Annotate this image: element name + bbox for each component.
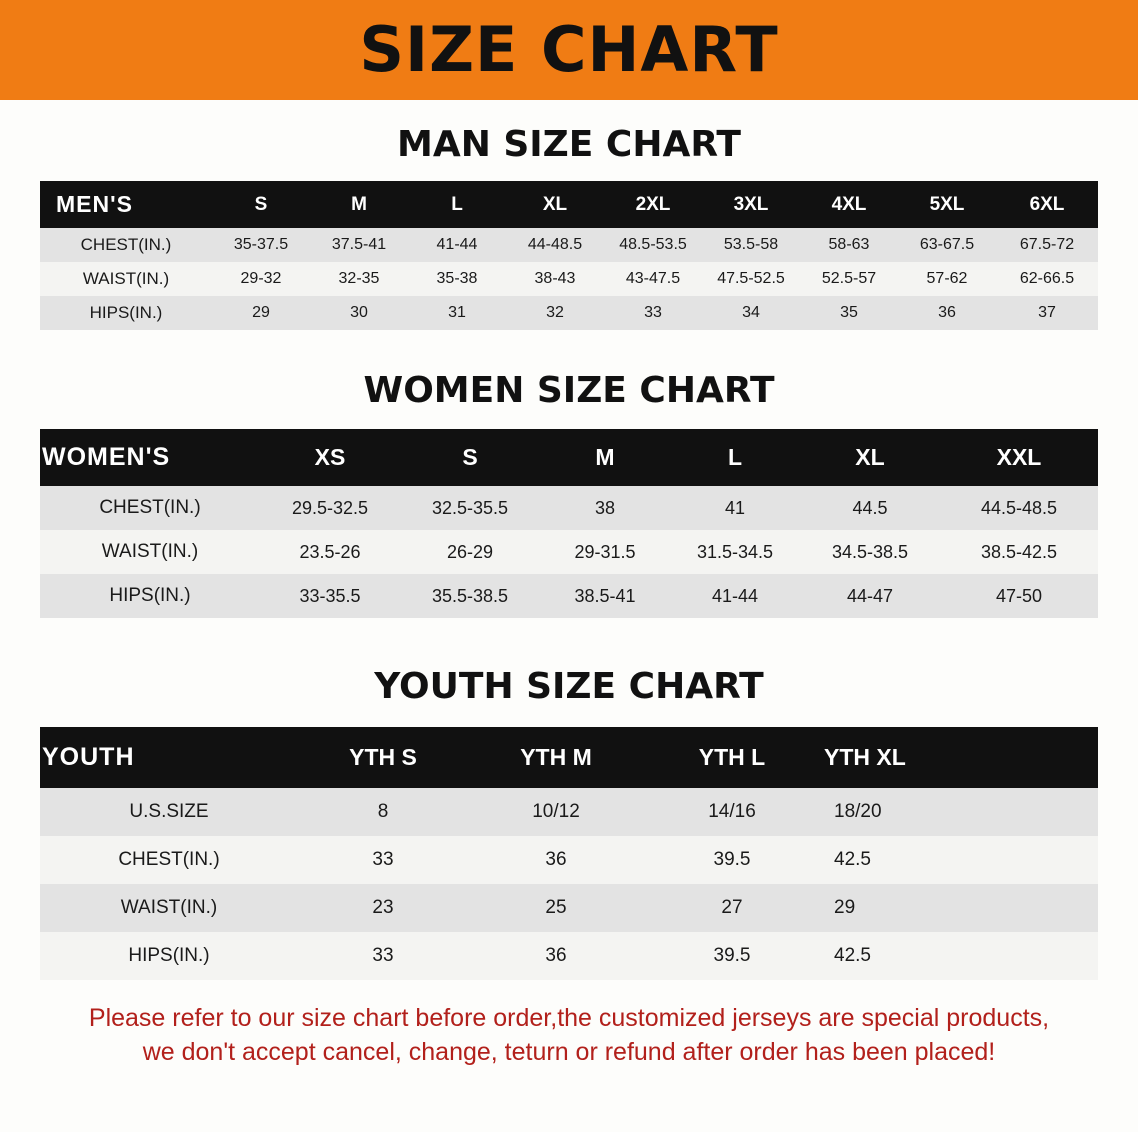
column-header: XXL [940, 429, 1098, 486]
table-cell: 33-35.5 [260, 574, 400, 618]
table-cell: 33 [298, 836, 468, 884]
youth-size-table [40, 727, 1098, 980]
row-label: WAIST(IN.) [40, 262, 212, 296]
column-header: YTH L [644, 727, 820, 788]
women-size-table [40, 429, 1098, 618]
column-header: 2XL [604, 181, 702, 228]
table-cell: 53.5-58 [702, 228, 800, 262]
row-label: CHEST(IN.) [40, 486, 260, 530]
table-cell: 36 [898, 296, 996, 330]
table-cell: 36 [468, 932, 644, 980]
table-row [40, 932, 1098, 980]
table-cell: 27 [644, 884, 820, 932]
table-cell: 29-31.5 [540, 530, 670, 574]
table-cell: 34.5-38.5 [800, 530, 940, 574]
table-cell: 32.5-35.5 [400, 486, 540, 530]
row-label: CHEST(IN.) [40, 836, 298, 884]
table-cell: 47.5-52.5 [702, 262, 800, 296]
column-header: MEN'S [40, 181, 212, 228]
table-cell: 31 [408, 296, 506, 330]
table-cell: 62-66.5 [996, 262, 1098, 296]
column-header: XL [506, 181, 604, 228]
table-cell: 25 [468, 884, 644, 932]
disclaimer-line-1: Please refer to our size chart before order,the customized jerseys are special products, [88, 1004, 1050, 1032]
row-label: HIPS(IN.) [40, 574, 260, 618]
table-cell: 29 [820, 884, 1098, 932]
youth-table-wrapper [40, 727, 1098, 980]
row-label: HIPS(IN.) [40, 932, 298, 980]
table-cell: 38.5-41 [540, 574, 670, 618]
table-row [40, 228, 1098, 262]
table-cell: 57-62 [898, 262, 996, 296]
page-banner [0, 0, 1138, 100]
column-header: M [310, 181, 408, 228]
table-cell: 14/16 [644, 788, 820, 836]
table-cell: 39.5 [644, 932, 820, 980]
table-cell: 47-50 [940, 574, 1098, 618]
column-header: YTH XL [820, 727, 1098, 788]
table-cell: 44.5 [800, 486, 940, 530]
table-cell: 44.5-48.5 [940, 486, 1098, 530]
women-table-wrapper [40, 429, 1098, 618]
row-label: U.S.SIZE [40, 788, 298, 836]
table-cell: 35-38 [408, 262, 506, 296]
man-section-title: MAN SIZE CHART [397, 124, 741, 165]
table-row [40, 574, 1098, 618]
table-cell: 32 [506, 296, 604, 330]
table-cell: 29-32 [212, 262, 310, 296]
table-cell: 37 [996, 296, 1098, 330]
table-cell: 48.5-53.5 [604, 228, 702, 262]
table-cell: 35.5-38.5 [400, 574, 540, 618]
column-header: M [540, 429, 670, 486]
youth-section-title: YOUTH SIZE CHART [374, 666, 764, 707]
table-cell: 41-44 [408, 228, 506, 262]
table-cell: 29 [212, 296, 310, 330]
table-row [40, 788, 1098, 836]
table-cell: 31.5-34.5 [670, 530, 800, 574]
table-cell: 35-37.5 [212, 228, 310, 262]
row-label: WAIST(IN.) [40, 884, 298, 932]
column-header: S [212, 181, 310, 228]
column-header: XL [800, 429, 940, 486]
table-cell: 36 [468, 836, 644, 884]
table-row [40, 530, 1098, 574]
table-cell: 35 [800, 296, 898, 330]
table-cell: 30 [310, 296, 408, 330]
table-cell: 44-47 [800, 574, 940, 618]
table-header-row [40, 727, 1098, 788]
column-header: XS [260, 429, 400, 486]
table-cell: 42.5 [820, 932, 1098, 980]
column-header: 4XL [800, 181, 898, 228]
table-row [40, 296, 1098, 330]
disclaimer-line-2: we don't accept cancel, change, teturn or refund after order has been placed! [142, 1037, 996, 1066]
table-cell: 26-29 [400, 530, 540, 574]
table-cell: 33 [604, 296, 702, 330]
row-label: WAIST(IN.) [40, 530, 260, 574]
disclaimer-note [40, 1002, 1098, 1070]
table-row [40, 262, 1098, 296]
table-cell: 34 [702, 296, 800, 330]
table-cell: 44-48.5 [506, 228, 604, 262]
table-cell: 18/20 [820, 788, 1098, 836]
column-header: YTH S [298, 727, 468, 788]
table-cell: 33 [298, 932, 468, 980]
column-header: 5XL [898, 181, 996, 228]
table-cell: 23.5-26 [260, 530, 400, 574]
man-table-wrapper [40, 181, 1098, 330]
table-cell: 58-63 [800, 228, 898, 262]
column-header: 6XL [996, 181, 1098, 228]
table-header-row [40, 181, 1098, 228]
column-header: L [670, 429, 800, 486]
column-header: YOUTH [40, 727, 298, 788]
table-cell: 38.5-42.5 [940, 530, 1098, 574]
table-cell: 8 [298, 788, 468, 836]
table-cell: 38 [540, 486, 670, 530]
table-cell: 29.5-32.5 [260, 486, 400, 530]
women-section-title: WOMEN SIZE CHART [363, 370, 775, 411]
table-row [40, 884, 1098, 932]
table-cell: 32-35 [310, 262, 408, 296]
column-header: L [408, 181, 506, 228]
table-cell: 37.5-41 [310, 228, 408, 262]
table-cell: 41 [670, 486, 800, 530]
page-title: SIZE CHART [359, 13, 779, 86]
table-cell: 10/12 [468, 788, 644, 836]
table-cell: 67.5-72 [996, 228, 1098, 262]
table-row [40, 486, 1098, 530]
table-cell: 39.5 [644, 836, 820, 884]
table-cell: 23 [298, 884, 468, 932]
table-cell: 42.5 [820, 836, 1098, 884]
row-label: HIPS(IN.) [40, 296, 212, 330]
column-header: YTH M [468, 727, 644, 788]
column-header: WOMEN'S [40, 429, 260, 486]
table-row [40, 836, 1098, 884]
table-cell: 52.5-57 [800, 262, 898, 296]
column-header: S [400, 429, 540, 486]
men-size-table [40, 181, 1098, 330]
column-header: 3XL [702, 181, 800, 228]
row-label: CHEST(IN.) [40, 228, 212, 262]
table-cell: 41-44 [670, 574, 800, 618]
table-cell: 43-47.5 [604, 262, 702, 296]
table-cell: 38-43 [506, 262, 604, 296]
table-cell: 63-67.5 [898, 228, 996, 262]
table-header-row [40, 429, 1098, 486]
